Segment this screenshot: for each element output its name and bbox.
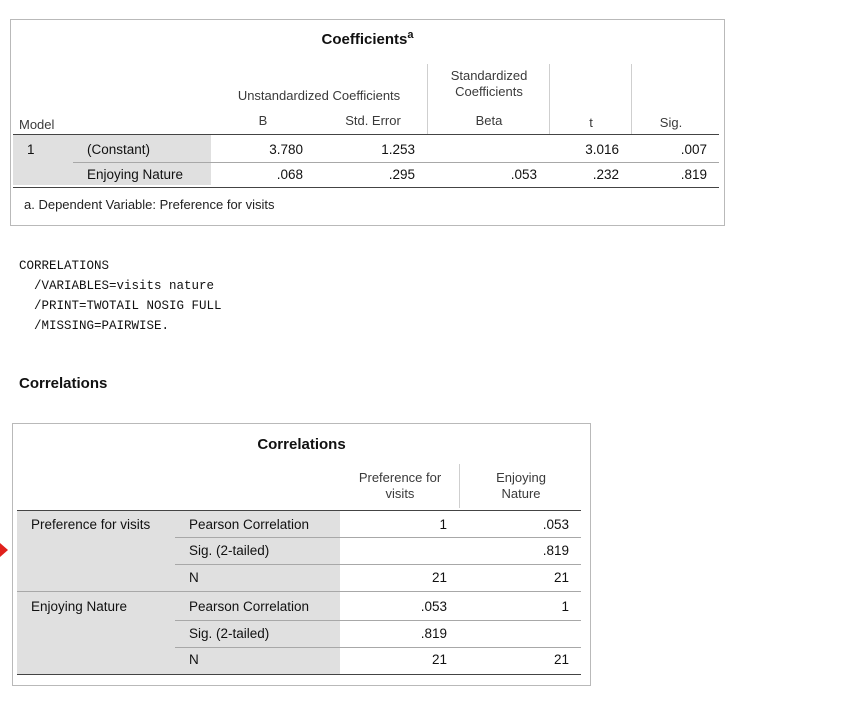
col-divider <box>549 64 550 134</box>
group-rule <box>17 591 581 592</box>
b-header: B <box>258 113 268 128</box>
row-label[interactable]: Enjoying Nature <box>87 167 184 182</box>
corr-value[interactable]: .819 <box>542 543 569 558</box>
t-header: t <box>589 115 593 130</box>
corr-value[interactable]: 21 <box>431 570 447 585</box>
group-label[interactable]: Enjoying Nature <box>31 599 128 614</box>
syntax-line: CORRELATIONS <box>19 259 110 273</box>
row-rule <box>175 620 581 621</box>
syntax-line: /MISSING=PAIRWISE. <box>19 319 170 333</box>
model-header: Model <box>19 117 55 132</box>
corr-value[interactable]: 21 <box>553 652 569 667</box>
row-label[interactable]: (Constant) <box>87 142 151 157</box>
t-value[interactable]: .232 <box>592 167 619 182</box>
standardized-header: Standardized Coefficients <box>450 68 528 99</box>
col-header-enjoying: Enjoying Nature <box>496 470 546 501</box>
col-divider <box>631 64 632 134</box>
col-divider <box>459 464 460 508</box>
coefficients-title: Coefficients$^a$ <box>321 29 414 48</box>
corr-value[interactable] <box>340 539 459 563</box>
sig-header: Sig. <box>659 115 683 130</box>
corr-value[interactable] <box>459 622 581 646</box>
stat-label[interactable]: N <box>189 652 199 667</box>
group-label[interactable]: Preference for visits <box>31 517 151 532</box>
b-value[interactable]: .068 <box>276 167 303 182</box>
corr-value[interactable]: .053 <box>542 517 569 532</box>
syntax-line: /PRINT=TWOTAIL NOSIG FULL <box>19 299 222 313</box>
unstandardized-header: Unstandardized Coefficients <box>237 88 401 103</box>
beta-value[interactable]: .053 <box>510 167 537 182</box>
syntax-line: /VARIABLES=visits nature <box>19 279 215 293</box>
corr-value[interactable]: .053 <box>420 599 447 614</box>
corr-value[interactable]: 21 <box>431 652 447 667</box>
b-value[interactable]: 3.780 <box>269 142 303 157</box>
corr-value[interactable]: .819 <box>420 626 447 641</box>
coefficients-footnote: a. Dependent Variable: Preference for visits <box>24 197 275 212</box>
corr-value[interactable]: 1 <box>439 517 447 532</box>
row-rule <box>175 537 581 538</box>
beta-header: Beta <box>475 113 503 128</box>
beta-value[interactable] <box>429 138 549 162</box>
sig-value[interactable]: .819 <box>680 167 707 182</box>
model-number: 1 <box>27 142 35 157</box>
corr-value[interactable]: 21 <box>553 570 569 585</box>
bottom-rule <box>13 187 719 188</box>
corr-value[interactable]: 1 <box>561 599 569 614</box>
correlations-table[interactable] <box>12 423 591 686</box>
std-error-header: Std. Error <box>345 113 401 128</box>
correlations-heading[interactable]: Correlations <box>19 375 108 392</box>
stat-label[interactable]: N <box>189 570 199 585</box>
sig-value[interactable]: .007 <box>680 142 707 157</box>
stat-label[interactable]: Sig. (2-tailed) <box>189 543 270 558</box>
stat-label[interactable]: Pearson Correlation <box>189 599 310 614</box>
col-header-preference: Preference for visits <box>358 470 442 501</box>
selection-arrow-icon <box>0 543 8 557</box>
col-divider <box>427 64 428 134</box>
coefficients-table[interactable] <box>10 19 725 226</box>
stat-label[interactable]: Pearson Correlation <box>189 517 310 532</box>
stat-label[interactable]: Sig. (2-tailed) <box>189 626 270 641</box>
bottom-rule <box>17 674 581 675</box>
correlations-title: Correlations <box>257 436 346 453</box>
t-value[interactable]: 3.016 <box>585 142 619 157</box>
std-error-value[interactable]: .295 <box>388 167 415 182</box>
std-error-value[interactable]: 1.253 <box>381 142 415 157</box>
row-rule <box>175 564 581 565</box>
